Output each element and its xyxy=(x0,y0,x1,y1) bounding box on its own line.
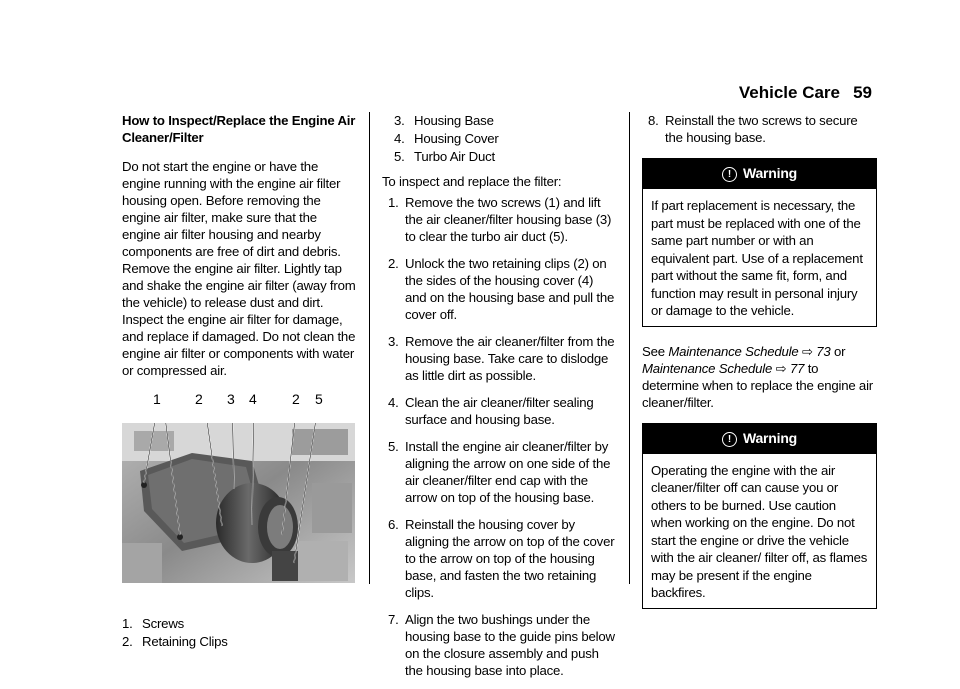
intro-paragraph: Do not start the engine or have the engine running with the engine air filter housing open. Before removing the engine air filter, make sure that the engine air filter housing and nearby components are free of dirt and debris. Remove the engine air filter. Lightly tap and shake the engine air filter (away from the vehicle) to release dust and dirt. Inspect the engine air filter for damage, and replace if damaged. Do not clean the engine air filter or components with water or compressed air. xyxy=(122,159,356,378)
legend-text: Housing Base xyxy=(414,113,494,128)
section-title: Vehicle Care xyxy=(738,83,840,102)
step-item xyxy=(388,611,617,679)
page-number: 59 xyxy=(853,83,872,102)
figure-callouts xyxy=(122,391,357,411)
step-number: 3. xyxy=(388,334,399,349)
warning-header xyxy=(643,424,876,454)
warning-body: Operating the engine with the air cleaner/filter off can cause you or others to be burned. Use caution when working on the engine. Do not start the engine or drive the vehicle with the air cleaner/ filter off, as flames may be present if the engine backfires. xyxy=(651,462,868,600)
step-item xyxy=(388,255,617,323)
column-divider-2 xyxy=(629,112,630,584)
legend-item xyxy=(122,615,357,632)
xref-page-number[interactable]: 73 xyxy=(816,343,831,359)
callout-label: 1 xyxy=(153,391,161,407)
callout-label: 2 xyxy=(292,391,300,407)
legend-item xyxy=(122,633,357,650)
step-text: Install the engine air cleaner/filter by aligning the arrow on one side of the air cleaner/filter end cap with the arrow on top of the housing base. xyxy=(405,439,611,505)
warning-box-engine-operation xyxy=(642,423,877,609)
text: See xyxy=(642,343,669,359)
engine-air-filter-figure xyxy=(122,391,357,601)
step-item xyxy=(388,394,617,428)
step-text: Remove the air cleaner/filter from the housing base. Take care to dislodge as little dirt as possible. xyxy=(405,334,615,383)
legend-number: 3. xyxy=(394,113,405,128)
text: to determine when to replace the engine air cleaner/filter. xyxy=(642,360,873,410)
legend-text: Retaining Clips xyxy=(142,634,228,649)
warning-header xyxy=(643,159,876,189)
xref-page-number[interactable]: 77 xyxy=(789,360,805,376)
step-item xyxy=(388,333,617,384)
text: or xyxy=(830,343,846,359)
see-reference-paragraph xyxy=(642,343,877,411)
step-text: Align the two bushings under the housing base to the guide pins below on the closure assembly and push the housing base into place. xyxy=(405,612,615,678)
warning-title: Warning xyxy=(742,429,798,446)
warning-icon: ! xyxy=(722,167,737,182)
legend-text: Screws xyxy=(142,616,185,631)
steps-intro: To inspect and replace the filter: xyxy=(382,174,562,189)
step-item xyxy=(388,438,617,506)
warning-body: If part replacement is necessary, the part must be replaced with one of the same part number or with an equivalent part. Use of a replacement part without the same fit, form, and function may result in personal injury or damage to the vehicle. xyxy=(651,198,863,318)
legend-number: 4. xyxy=(394,131,405,146)
step-item xyxy=(648,112,877,146)
step-number: 7. xyxy=(388,612,399,627)
callout-label: 4 xyxy=(249,391,257,407)
step-number: 1. xyxy=(388,195,399,210)
step-text: Clean the air cleaner/filter sealing surface and housing base. xyxy=(405,395,594,427)
step-item xyxy=(388,194,617,245)
callout-label: 3 xyxy=(227,391,235,407)
figure-legend-part1 xyxy=(122,615,357,650)
xref-maintenance-schedule[interactable]: Maintenance Schedule xyxy=(642,360,773,376)
legend-item xyxy=(394,130,617,147)
warning-box-part-replacement xyxy=(642,158,877,327)
step-item xyxy=(388,516,617,601)
legend-text: Turbo Air Duct xyxy=(414,149,495,164)
column-divider-1 xyxy=(369,112,370,584)
column-left xyxy=(122,112,357,651)
step-text: Remove the two screws (1) and lift the air cleaner/filter housing base (3) to clear the turbo air duct (5). xyxy=(405,195,612,244)
step-text: Unlock the two retaining clips (2) on the sides of the housing cover (4) and on the housing base and pull the cover off. xyxy=(405,256,615,322)
engine-bay-photo xyxy=(122,423,355,583)
legend-text: Housing Cover xyxy=(414,131,499,146)
legend-number: 1. xyxy=(122,616,133,631)
step-number: 2. xyxy=(388,256,399,271)
callout-label: 5 xyxy=(315,391,323,407)
step-number: 5. xyxy=(388,439,399,454)
legend-item xyxy=(394,148,617,165)
step-number: 8. xyxy=(648,113,659,128)
section-heading: How to Inspect/Replace the Engine Air Cleaner/Filter xyxy=(122,113,356,145)
page-ref-arrow-icon: ⇨ xyxy=(798,343,817,359)
step-number: 6. xyxy=(388,517,399,532)
callout-label: 2 xyxy=(195,391,203,407)
column-middle xyxy=(382,112,617,689)
warning-title: Warning xyxy=(742,165,798,181)
figure-legend-part2 xyxy=(382,112,617,165)
legend-item xyxy=(394,112,617,129)
replace-filter-steps xyxy=(382,194,617,679)
xref-maintenance-schedule[interactable]: Maintenance Schedule xyxy=(668,343,799,359)
warning-icon: ! xyxy=(722,432,737,447)
step-text: Reinstall the housing cover by aligning the arrow on top of the cover to the arrow on top of the housing base, and fasten the two retaining clips. xyxy=(405,517,615,600)
legend-number: 5. xyxy=(394,149,405,164)
step-number: 4. xyxy=(388,395,399,410)
legend-number: 2. xyxy=(122,634,133,649)
column-right xyxy=(642,112,877,625)
page-ref-arrow-icon: ⇨ xyxy=(772,360,790,376)
step-text: Reinstall the two screws to secure the housing base. xyxy=(665,113,858,145)
